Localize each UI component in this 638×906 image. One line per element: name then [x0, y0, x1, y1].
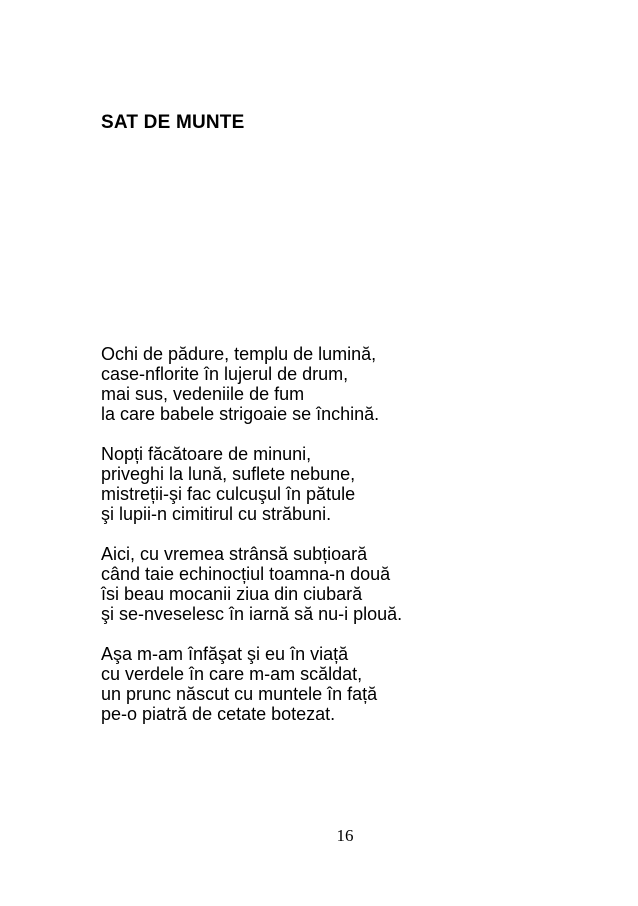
- stanza-2: [101, 444, 402, 524]
- verse-line: un prunc născut cu muntele în față: [101, 684, 378, 704]
- poem-title: SAT DE MUNTE: [101, 112, 245, 133]
- verse-line: priveghi la lună, suflete nebune,: [101, 464, 356, 484]
- verse-line: Aşa m-am înfăşat şi eu în viață: [101, 644, 349, 664]
- verse-line: mistreții-şi fac culcuşul în pătule: [101, 484, 356, 504]
- verse-line: şi se-nveselesc în iarnă să nu-i plouă.: [101, 604, 403, 624]
- verse-line: Nopți făcătoare de minuni,: [101, 444, 312, 464]
- verse-line: Ochi de pădure, templu de lumină,: [101, 344, 377, 364]
- verse-line: mai sus, vedeniile de fum: [101, 384, 305, 404]
- verse-line: şi lupii-n cimitirul cu străbuni.: [101, 504, 332, 524]
- verse-line: cu verdele în care m-am scăldat,: [101, 664, 363, 684]
- verse-line: când taie echinocțiul toamna-n două: [101, 564, 391, 584]
- verse-line: la care babele strigoaie se închină.: [101, 404, 380, 424]
- verse-line: Aici, cu vremea strânsă subțioară: [101, 544, 368, 564]
- stanza-1: [101, 344, 402, 424]
- stanza-4: [101, 644, 402, 724]
- verse-line: îsi beau mocanii ziua din ciubară: [101, 584, 363, 604]
- poem-body: [101, 344, 402, 744]
- page-number: 16: [336, 826, 354, 845]
- stanza-3: [101, 544, 402, 624]
- verse-line: case-nflorite în lujerul de drum,: [101, 364, 349, 384]
- verse-line: pe-o piatră de cetate botezat.: [101, 704, 336, 724]
